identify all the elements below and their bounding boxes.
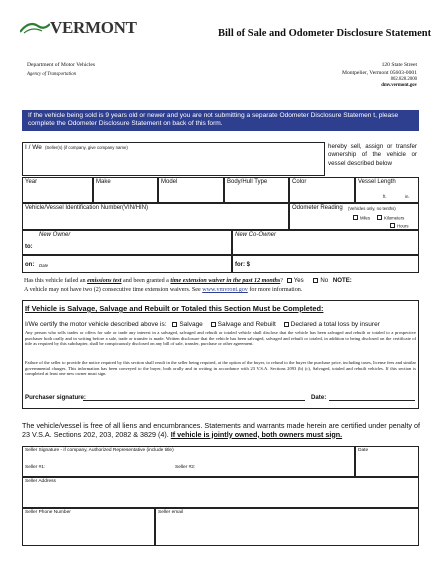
sale-date-cell[interactable]	[22, 255, 232, 273]
seller-phone-cell[interactable]	[22, 508, 155, 546]
year-label: Year	[25, 179, 38, 185]
on-label: on:	[25, 262, 35, 268]
sellers-name-cell[interactable]	[22, 142, 325, 176]
salvage-options: I/We certify the motor vehicle described above is: Salvage Salvage and Rebuilt Declared a total loss by insurer	[25, 321, 380, 328]
department: Department of Motor Vehicles	[27, 62, 96, 68]
purchaser-date-field[interactable]	[329, 392, 415, 401]
kilometers-checkbox[interactable]	[377, 215, 382, 220]
seller1-label: Seller #1:	[25, 465, 46, 470]
salvage-para2: Failure of the seller to provide the notice required by this section shall result in the seller being required, at the option of the buyer, to refund to the buyer the purchase price, including taxes, license fees and similar governmental charges. This information has been conveyed to the buyer, both orally and in writing in accordance with 23 V.S.A. Sections 2093 (b) (c), Salvaged, totaled and rebuilt vehicles. If this section is completed at least one new owner must sign.	[25, 360, 416, 377]
price-cell[interactable]	[232, 255, 419, 273]
co-owner-cell[interactable]	[232, 230, 419, 255]
for-label: for: $	[235, 262, 250, 268]
model-cell[interactable]	[158, 177, 224, 203]
emissions-note-line: A vehicle may not have two (2) consecutive time extension waivers. See www.vmvront.gov for more information.	[24, 287, 303, 293]
make-label: Make	[96, 179, 111, 185]
emissions-section	[24, 276, 420, 295]
vessel-length-label: Vessel Length	[358, 179, 396, 185]
model-label: Model	[161, 179, 178, 185]
notice-banner	[22, 110, 419, 131]
body-type-cell[interactable]	[224, 177, 289, 203]
rebuilt-checkbox[interactable]	[211, 322, 216, 327]
salvage-section	[22, 300, 419, 409]
vermont-logo	[20, 20, 140, 42]
yes-option[interactable]: Yes	[287, 277, 304, 284]
sellers-label: I / We	[25, 144, 42, 151]
hours-checkbox[interactable]	[390, 223, 395, 228]
liens-statement: The vehicle/vessel is free of all liens and encumbrances. Statements and warrants made herein are certified under penalty of 23 V.S.A. Sections 202, 203, 2082 & 3829 (4). If vehicle is jointly owned, both owners must sign.	[22, 421, 420, 439]
co-owner-label: New Co-Owner	[235, 232, 277, 238]
salvage-heading: If Vehicle is Salvage, Salvage and Rebuilt or Totaled this Section Must be Completed:	[25, 304, 324, 313]
no-checkbox[interactable]	[313, 278, 318, 283]
make-cell[interactable]	[93, 177, 158, 203]
total-loss-checkbox[interactable]	[284, 322, 289, 327]
signature-date-label: Date	[358, 448, 369, 453]
new-owner-cell[interactable]	[22, 230, 232, 255]
vin-cell[interactable]	[22, 203, 289, 230]
vermont-link[interactable]: www.vmvront.gov	[202, 287, 248, 293]
ft-label: ft.	[383, 194, 387, 199]
transfer-text: hereby sell, assign or transfer ownership of the vehicle or vessel described below	[328, 143, 417, 167]
address-block	[342, 61, 417, 89]
body-type-label: Body/Hull Type	[227, 179, 268, 185]
seller-address-cell[interactable]	[22, 477, 419, 508]
to-label: to:	[25, 244, 33, 250]
seller-phone-label: Seller Phone Number	[25, 510, 71, 515]
odometer-label: Odometer Reading	[292, 205, 343, 211]
seller2-label: Seller #2:	[175, 465, 196, 470]
mountain-logo-icon	[20, 20, 50, 36]
miles-checkbox[interactable]	[353, 215, 358, 220]
miles-option[interactable]: Miles	[353, 215, 370, 221]
note-label: NOTE:	[332, 277, 352, 284]
hours-option[interactable]: Hours	[390, 223, 408, 229]
agency: Agency of Transportation	[27, 72, 77, 77]
seller-address-label: Seller Address	[25, 479, 56, 484]
sellers-sublabel: (Seller(s) (if company, give company name)	[45, 145, 128, 150]
signature-date-cell[interactable]	[355, 446, 419, 477]
website: dmv.vermont.gov	[381, 83, 417, 88]
yes-checkbox[interactable]	[287, 278, 292, 283]
vessel-length-cell[interactable]	[355, 177, 419, 203]
logo-text: VERMONT	[50, 18, 137, 37]
salvage-option[interactable]: Salvage	[172, 321, 203, 328]
address-line1: 120 State Street	[381, 62, 417, 68]
phone: 802.828.2000	[390, 77, 417, 82]
color-label: Color	[292, 179, 307, 185]
purchaser-signature-field[interactable]	[83, 392, 305, 401]
vin-label: Vehicle/Vessel Identification Number(VIN/HIN)	[25, 205, 149, 211]
address-line2: Montpelier, Vermont 05603-0001	[341, 70, 417, 76]
salvage-para1: Any person who sells trades or offers for sale or trade any interest in a salvaged, salvaged and rebuilt or totaled vehicle shall disclose that the vehicle has been salvaged and rebuilt or totaled to a prospective purchaser both orally and in writing before a sale, trade or transfer is made. Written disclosure that the vehicle has been salvaged, salvaged and rebuilt or totaled, in addition to being disclosed on the certificate of title as required by this subchapter, shall be conspicuously disclosed on any bill of sale, transfer, purchase or other agreement.	[25, 330, 416, 347]
sale-date-label: Date	[39, 263, 49, 268]
year-cell[interactable]	[22, 177, 93, 203]
rebuilt-option[interactable]: Salvage and Rebuilt	[211, 321, 276, 328]
in-label: in.	[405, 194, 410, 199]
odometer-cell[interactable]	[289, 203, 419, 230]
purchaser-label: Purchaser signature:	[25, 394, 86, 401]
odometer-note: (Vehicles only, no tenths)	[348, 206, 396, 211]
total-loss-option[interactable]: Declared a total loss by insurer	[284, 321, 380, 328]
purchaser-date-label: Date:	[311, 394, 327, 401]
salvage-checkbox[interactable]	[172, 322, 177, 327]
notice-text: If the vehicle being sold is 9 years old or newer and you are not submitting a separate Odometer Disclosure Statemen t, please complete the Odometer Disclosure Statement on back of this form.	[28, 112, 399, 127]
seller-email-label: Seller email	[158, 510, 184, 515]
color-cell[interactable]	[289, 177, 355, 203]
seller-signature-cell[interactable]	[22, 446, 355, 477]
emissions-question: Has this vehicle failed an emissions test and been granted a time extension waiver in the past 12 months? Yes No NOTE:	[24, 277, 352, 284]
kilometers-option[interactable]: Kilometers	[377, 215, 404, 221]
no-option[interactable]: No	[313, 277, 328, 284]
seller-email-cell[interactable]	[155, 508, 419, 546]
form-title: Bill of Sale and Odometer Disclosure Statement	[218, 28, 432, 39]
seller-signature-label: Seller Signature - if company, Authorized Representative (include title)	[25, 448, 174, 453]
new-owner-label: New Owner	[39, 232, 71, 238]
